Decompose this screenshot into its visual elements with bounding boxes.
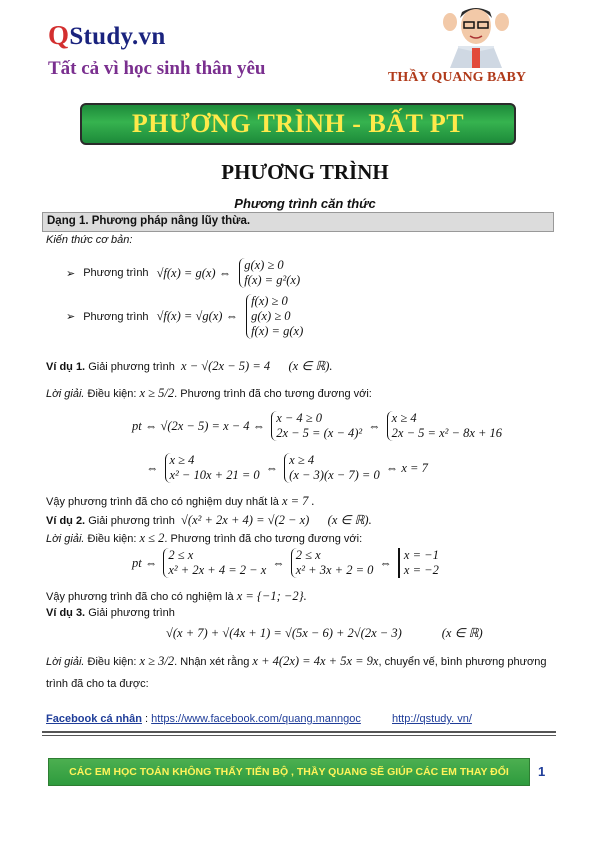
bullet-label: Phương trình <box>83 267 149 279</box>
type-heading: Dạng 1. Phương pháp nâng lũy thừa. <box>42 212 554 232</box>
ex1-step-2: ⇔ x ≥ 4 x² − 10x + 21 = 0 ⇔ x ≥ 4 (x − 3)(x − 7) = 0 ⇔ x = 7 <box>146 453 428 482</box>
teacher-photo <box>420 0 530 68</box>
footer-divider <box>42 735 556 736</box>
example-3: Ví dụ 3. Giải phương trình <box>46 607 175 619</box>
example-1: Ví dụ 1. Giải phương trình x − √(2x − 5) = 4 (x ∈ ℝ). <box>46 359 333 373</box>
example-3-solution-cont: trình đã cho ta được: <box>46 678 149 690</box>
knowledge-label: Kiến thức cơ bản: <box>46 234 133 246</box>
arrow-bullet-icon: ➢ <box>66 267 76 280</box>
bullet-label: Phương trình <box>83 310 149 323</box>
example-1-conclusion: Vậy phương trình đã cho có nghiệm duy nhất là x = 7 . <box>46 494 315 508</box>
bullet-2 <box>66 294 303 339</box>
example-2-conclusion: Vậy phương trình đã cho có nghiệm là x = {−1; −2}. <box>46 589 307 603</box>
ex1-step-1: pt ⇔ √(2x − 5) = x − 4 ⇔ x − 4 ≥ 0 2x − 5 = (x − 4)² ⇔ x ≥ 4 2x − 5 = x² − 8x + 16 <box>132 411 503 440</box>
footer-divider <box>42 731 556 733</box>
example-1-solution: Lời giải. Điều kiện: x ≥ 5/2. Phương trình đã cho tương đương với: <box>46 386 372 400</box>
page-subtitle: Phương trình căn thức <box>234 196 376 211</box>
facebook-label: Facebook cá nhân <box>46 713 142 725</box>
bullet1-equation: √f(x) = g(x) ⇔ <box>156 265 232 280</box>
site-logo: QStudy.vn <box>48 20 166 50</box>
bullet2-system: f(x) ≥ 0 g(x) ≥ 0 f(x) = g(x) <box>246 294 303 339</box>
site-link[interactable]: http://qstudy. vn/ <box>392 713 472 725</box>
page-number: 1 <box>538 764 546 779</box>
example-3-solution: Lời giải. Điều kiện: x ≥ 3/2. Nhận xét rằng x + 4(2x) = 4x + 5x = 9x, chuyển vế, bình phương phương <box>46 654 547 668</box>
arrow-bullet-icon: ➢ <box>66 311 76 323</box>
facebook-row: Facebook cá nhân : https://www.facebook.com/quang.manngoc <box>46 713 361 725</box>
example-3-equation: √(x + 7) + √(4x + 1) = √(5x − 6) + 2√(2x − 3) (x ∈ ℝ) <box>166 626 483 640</box>
facebook-link[interactable]: https://www.facebook.com/quang.manngoc <box>151 713 361 725</box>
ex2-steps: pt ⇔ 2 ≤ x x² + 2x + 4 = 2 − x ⇔ 2 ≤ x x² + 3x + 2 = 0 ⇔ x = −1 x = −2 <box>132 548 439 577</box>
slogan-banner: CÁC EM HỌC TOÁN KHÔNG THẤY TIẾN BỘ , THẦY QUANG SẼ GIÚP CÁC EM THAY ĐỔI <box>48 758 530 786</box>
tagline: Tất cả vì học sinh thân yêu <box>48 58 266 79</box>
example-2-solution: Lời giải. Điều kiện: x ≤ 2. Phương trình đã cho tương đương với: <box>46 531 363 545</box>
example-2: Ví dụ 2. Giải phương trình √(x² + 2x + 4) = √(2 − x) (x ∈ ℝ). <box>46 513 372 527</box>
bullet1-system: g(x) ≥ 0 f(x) = g²(x) <box>239 258 300 288</box>
page-title: PHƯƠNG TRÌNH <box>221 160 389 184</box>
bullet2-equation: √f(x) = √g(x) ⇔ <box>156 309 239 323</box>
bullet-1 <box>66 258 300 288</box>
topic-banner: PHƯƠNG TRÌNH - BẤT PT <box>80 103 516 145</box>
teacher-name: THẦY QUANG BABY <box>388 70 526 85</box>
